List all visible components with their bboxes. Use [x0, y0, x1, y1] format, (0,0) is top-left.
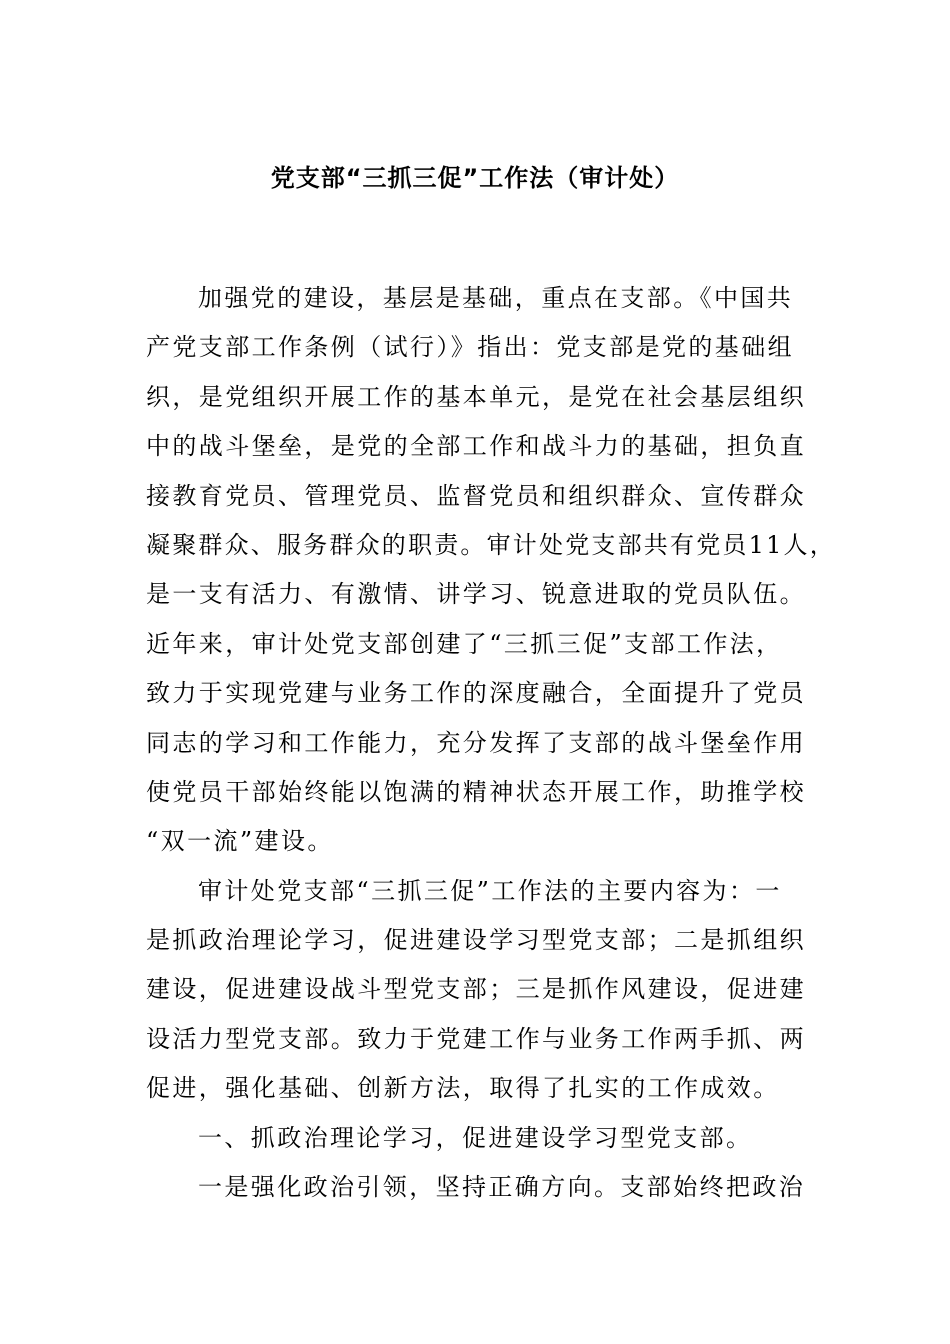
body-text-line: 近年来，审计处党支部创建了“三抓三促”支部工作法，: [146, 629, 783, 658]
body-text-line: 使党员干部始终能以饱满的精神状态开展工作，助推学校: [146, 777, 806, 806]
body-text-line: 产党支部工作条例（试行）》指出：党支部是党的基础组: [146, 333, 794, 362]
body-text-line: 促进，强化基础、创新方法，取得了扎实的工作成效。: [146, 1074, 780, 1103]
body-text-line: 是一支有活力、有激情、讲学习、锐意进取的党员队伍。: [146, 580, 806, 609]
body-text-line: 建设，促进建设战斗型党支部；三是抓作风建设，促进建: [146, 975, 806, 1004]
body-text-line: 同志的学习和工作能力，充分发挥了支部的战斗堡垒作用: [146, 728, 806, 757]
document-title: 党支部“三抓三促”工作法（审计处）: [270, 164, 680, 192]
body-text-line: 凝聚群众、服务群众的职责。审计处党支部共有党员11人，: [146, 530, 836, 559]
body-text-line: 织，是党组织开展工作的基本单元，是党在社会基层组织: [146, 382, 806, 411]
body-text-line: 是抓政治理论学习，促进建设学习型党支部；二是抓组织: [146, 926, 806, 955]
body-text-line: 一、抓政治理论学习，促进建设学习型党支部。: [198, 1123, 753, 1152]
body-text-line: “双一流”建设。: [146, 827, 334, 856]
body-text-line: 设活力型党支部。致力于党建工作与业务工作两手抓、两: [146, 1024, 806, 1053]
body-text-line: 中的战斗堡垒，是党的全部工作和战斗力的基础，担负直: [146, 432, 806, 461]
body-text-line: 加强党的建设，基层是基础，重点在支部。《中国共: [198, 284, 794, 312]
body-text-line: 审计处党支部“三抓三促”工作法的主要内容为：一: [198, 876, 782, 905]
body-text-line: 致力于实现党建与业务工作的深度融合，全面提升了党员: [146, 679, 806, 708]
document-body: [146, 274, 836, 1212]
body-text-line: 一是强化政治引领，坚持正确方向。支部始终把政治: [198, 1173, 806, 1202]
body-text-line: 接教育党员、管理党员、监督党员和组织群众、宣传群众: [146, 481, 806, 510]
